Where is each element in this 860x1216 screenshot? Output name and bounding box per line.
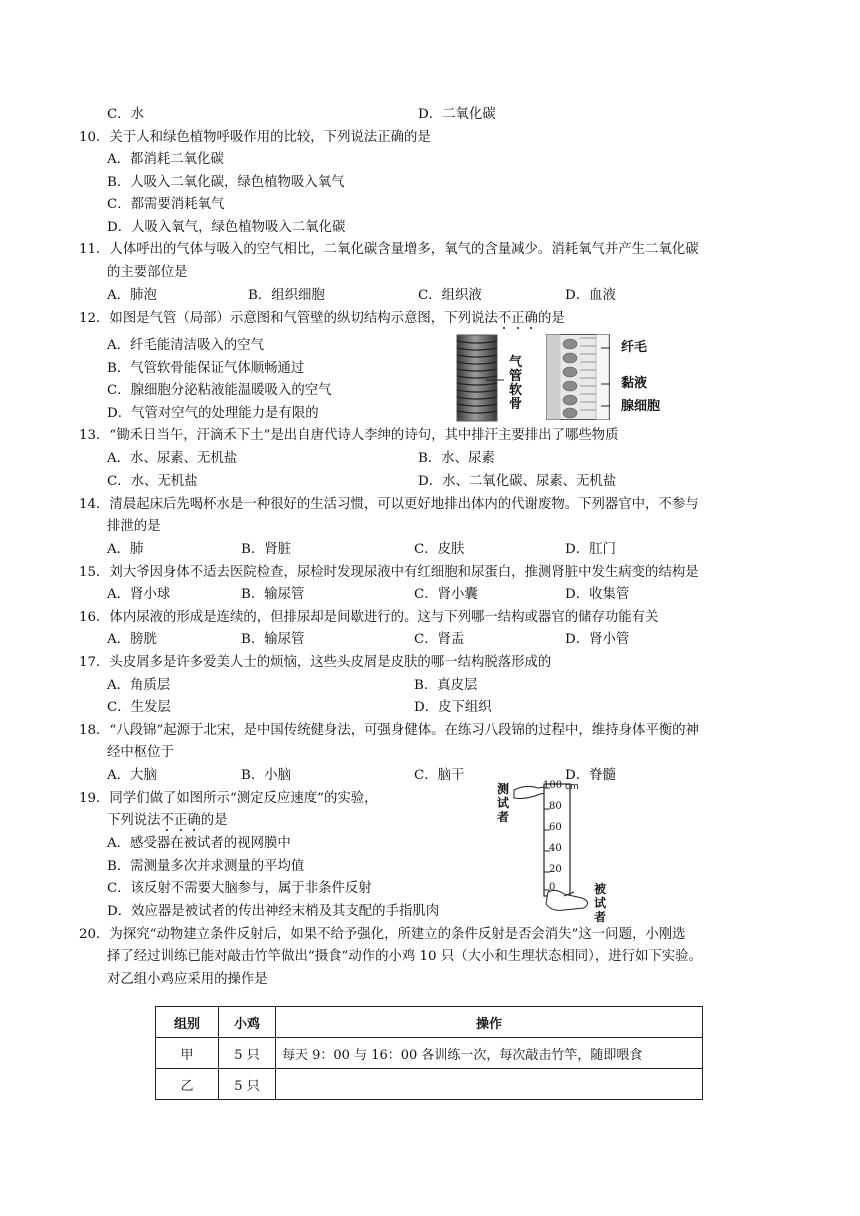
q17-stem: 17．头皮屑多是许多爱美人士的烦恼，这些头皮屑是皮肤的哪一结构脱落形成的 <box>79 655 552 670</box>
q20-stem-line2: 择了经过训练已能对敲击竹竿做出“摄食”动作的小鸡 10 只（大小和生理状态相同），进行如下实验。 <box>107 949 702 964</box>
emphasis-char: 正 <box>511 311 525 326</box>
q11-option-b: B．组织细胞 <box>248 288 325 303</box>
q19-option-b: B．需测量多次并求测量的平均值 <box>107 859 305 874</box>
q16-option-c: C．肾盂 <box>414 632 465 647</box>
header-group: 组别 <box>156 1007 219 1038</box>
q18-option-c: C．脑干 <box>414 768 465 783</box>
q13-option-a: A．水、尿素、无机盐 <box>107 451 238 466</box>
trachea-cartilage-label: 气管软骨 <box>509 355 523 412</box>
emphasis-char: 确 <box>524 311 538 326</box>
q14-stem-line1: 14．清晨起床后先喝杯水是一种很好的生活习惯，可以更好地排出体内的代谢废物。下列器官中，不参与 <box>79 497 699 512</box>
cell-chicks: 5 只 <box>219 1069 276 1100</box>
q19-stem-tail: 的是 <box>200 813 228 828</box>
q11-stem-line1: 11．人体呼出的气体与吸入的空气相比，二氧化碳含量增多，氧气的含量减少。消耗氧气并产生二氧化碳 <box>79 242 699 257</box>
q14-option-b: B．肾脏 <box>241 542 292 557</box>
q16-option-a: A．膀胱 <box>107 632 157 647</box>
q13-option-d: D．水、二氧化碳、尿素、无机盐 <box>418 474 617 489</box>
q13-stem: 13．“锄禾日当午，汗滴禾下土”是出自唐代诗人李绅的诗句，其中排汗主要排出了哪些物质 <box>79 428 619 443</box>
q17-option-b: B．真皮层 <box>414 678 478 693</box>
cell-operation <box>276 1069 703 1100</box>
table-row <box>156 1038 703 1069</box>
trachea-wall-diagram <box>546 334 610 420</box>
q19-stem-line2 <box>107 812 228 830</box>
q12-stem-text: 12．如图是气管（局部）示意图和气管壁的纵切结构示意图，下列说法 <box>79 311 498 326</box>
q18-option-b: B．小脑 <box>241 768 292 783</box>
header-operation: 操作 <box>276 1007 703 1038</box>
cell-chicks: 5 只 <box>219 1038 276 1069</box>
q15-option-a: A．肾小球 <box>107 587 171 602</box>
tick-40: 40 <box>549 843 562 854</box>
q17-option-c: C．生发层 <box>107 700 171 715</box>
cell-group: 乙 <box>156 1069 219 1100</box>
table-row <box>156 1069 703 1100</box>
q10-option-a: A．都消耗二氧化碳 <box>107 152 224 167</box>
q10-option-b: B．人吸入二氧化碳，绿色植物吸入氧气 <box>107 175 345 190</box>
q18-option-d: D．脊髓 <box>565 768 616 783</box>
q13-option-c: C．水、无机盐 <box>107 474 198 489</box>
q12-option-d: D．气管对空气的处理能力是有限的 <box>107 406 319 421</box>
cell-group: 甲 <box>156 1038 219 1069</box>
tick-100: 100 <box>543 780 563 791</box>
q17-option-a: A．角质层 <box>107 678 171 693</box>
emphasis-char: 不 <box>160 813 174 828</box>
cell-operation: 每天 9：00 与 16：00 各训练一次，每次敲击竹竿，随即喂食 <box>276 1038 703 1069</box>
q18-option-a: A．大脑 <box>107 768 157 783</box>
cilia-label: 纤毛 <box>621 340 648 355</box>
subject-label: 被试者 <box>594 882 607 924</box>
q16-option-d: D．肾小管 <box>565 632 630 647</box>
tick-20: 20 <box>549 864 562 875</box>
q10-stem: 10．关于人和绿色植物呼吸作用的比较，下列说法正确的是 <box>79 130 431 145</box>
q19-option-c: C．该反射不需要大脑参与，属于非条件反射 <box>107 881 372 896</box>
q18-stem-line1: 18．“八段锦”起源于北宋，是中国传统健身法，可强身健体。在练习八段锦的过程中，维持身体平衡的神 <box>79 723 699 738</box>
q19-stem-text: 下列说法 <box>107 813 161 828</box>
emphasis-char: 确 <box>187 813 201 828</box>
q19-option-a: A．感受器在被试者的视网膜中 <box>107 836 291 851</box>
q19-stem-line1: 19．同学们做了如图所示“测定反应速度”的实验， <box>79 791 378 806</box>
tick-0: 0 <box>549 882 556 893</box>
tester-label: 测试者 <box>497 782 510 824</box>
q11-option-a: A．肺泡 <box>107 288 157 303</box>
q20-stem-line1: 20．为探究“动物建立条件反射后，如果不给予强化，所建立的条件反射是否会消失”这一问题，小刚选 <box>79 927 686 942</box>
q20-stem-line3: 对乙组小鸡应采用的操作是 <box>107 972 268 987</box>
q14-option-c: C．皮肤 <box>414 542 465 557</box>
q15-option-d: D．收集管 <box>565 587 630 602</box>
q11-option-c: C．组织液 <box>418 288 482 303</box>
q15-option-c: C．肾小囊 <box>414 587 478 602</box>
q13-option-b: B．水、尿素 <box>418 451 495 466</box>
q12-option-c: C．腺细胞分泌粘液能温暖吸入的空气 <box>107 383 332 398</box>
q15-stem: 15．刘大爷因身体不适去医院检查，尿检时发现尿液中有红细胞和尿蛋白，推测肾脏中发生病变的结构是 <box>79 565 699 580</box>
emphasis-char: 不 <box>497 311 512 326</box>
q15-option-b: B．输尿管 <box>241 587 305 602</box>
q14-option-a: A．肺 <box>107 542 144 557</box>
q14-option-d: D．肛门 <box>565 542 616 557</box>
q17-option-d: D．皮下组织 <box>414 700 492 715</box>
table-header-row <box>156 1007 703 1038</box>
unit-label: cm <box>565 782 579 792</box>
tick-80: 80 <box>549 801 562 812</box>
mucus-label: 黏液 <box>621 376 648 391</box>
q12-option-b: B．气管软骨能保证气体顺畅通过 <box>107 361 305 376</box>
q9-option-c: C．水 <box>107 107 145 122</box>
tick-60: 60 <box>549 822 562 833</box>
q10-option-c: C．都需要消耗氧气 <box>107 197 225 212</box>
q12-option-a: A．纤毛能清洁吸入的空气 <box>107 338 264 353</box>
q16-stem: 16．体内尿液的形成是连续的，但排尿却是间歇进行的。这与下列哪一结构或器官的储存功能有关 <box>79 610 659 625</box>
experiment-table <box>155 1006 703 1100</box>
q14-stem-line2: 排泄的是 <box>107 519 161 534</box>
q9-option-d: D．二氧化碳 <box>418 107 496 122</box>
q19-option-d: D．效应器是被试者的传出神经末梢及其支配的手指肌肉 <box>107 904 440 919</box>
gland-cell-label: 腺细胞 <box>621 399 661 414</box>
q16-option-b: B．输尿管 <box>241 632 305 647</box>
q12-stem-tail: 的是 <box>537 311 565 326</box>
header-chicks: 小鸡 <box>219 1007 276 1038</box>
q18-stem-line2: 经中枢位于 <box>107 745 174 760</box>
q11-option-d: D．血液 <box>565 288 616 303</box>
q11-stem-line2: 的主要部位是 <box>107 265 188 280</box>
q10-option-d: D．人吸入氧气，绿色植物吸入二氧化碳 <box>107 220 346 235</box>
emphasis-char: 正 <box>173 813 188 828</box>
q12-stem <box>79 310 565 328</box>
